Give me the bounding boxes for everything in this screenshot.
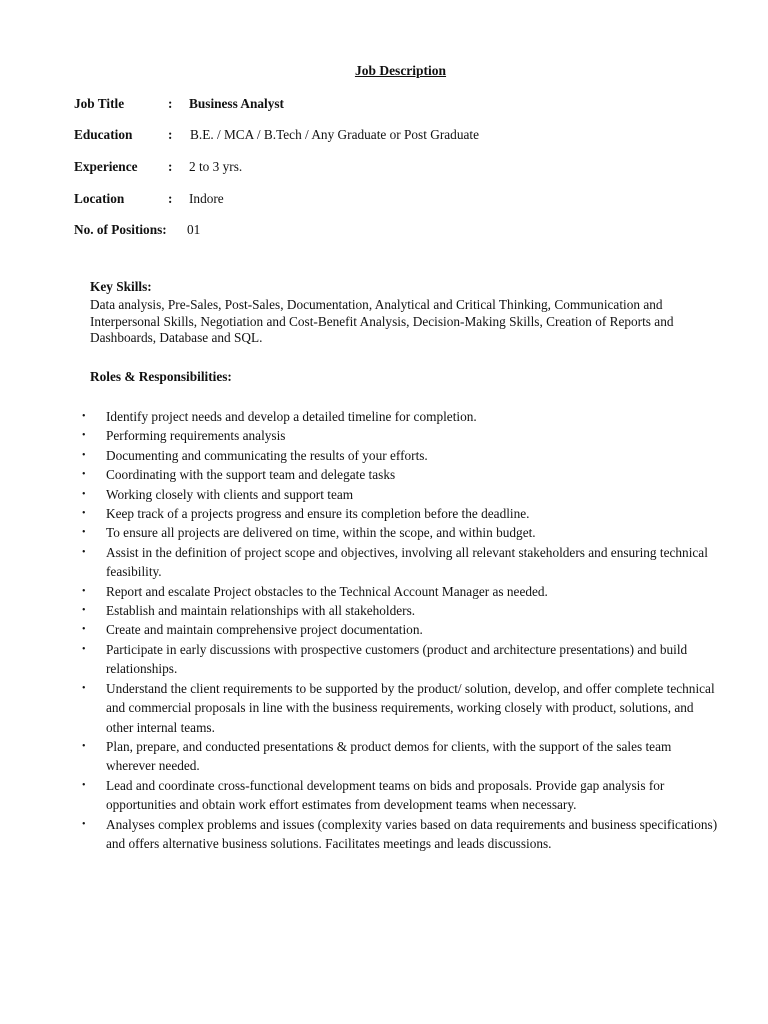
list-item-text: Documenting and communicating the results of your efforts. — [106, 447, 428, 463]
bullet-icon: • — [82, 643, 86, 655]
list-item — [0, 582, 768, 601]
field-value: Indore — [189, 191, 224, 206]
field-colon: : — [168, 191, 173, 206]
list-item — [0, 446, 768, 465]
field-label: Location — [74, 191, 125, 206]
list-item — [0, 504, 768, 523]
field-colon: : — [168, 127, 173, 142]
list-item-text: Establish and maintain relationships with all stakeholders. — [106, 603, 416, 619]
key-skills-text: Data analysis, Pre-Sales, Post-Sales, Documentation, Analytical and Critical Thinking, Communication and Interpersonal Skills, Negotiation and Cost-Benefit Analysis, Decision-Making Skills, Creation of Reports and Dashboards, Database and SQL. — [90, 297, 674, 345]
list-item — [0, 485, 768, 504]
list-item — [0, 426, 768, 445]
list-item — [0, 601, 768, 620]
bullet-icon: • — [82, 585, 86, 597]
list-item-text: To ensure all projects are delivered on time, within the scope, and within budget. — [106, 525, 536, 541]
list-item-text: Report and escalate Project obstacles to the Technical Account Manager as needed. — [106, 583, 548, 599]
bullet-icon: • — [82, 488, 86, 500]
list-item-text: Assist in the definition of project scope and objectives, involving all relevant stakeholders and ensuring technical feasibility. — [106, 544, 708, 580]
list-item-text: Lead and coordinate cross-functional development teams on bids and proposals. Provide gap analysis for opportunities and obtain work effort estimates from development teams when necessary. — [106, 777, 665, 813]
list-item — [0, 465, 768, 484]
bullet-icon: • — [82, 469, 86, 481]
field-value: 01 — [187, 222, 201, 237]
list-item — [0, 407, 768, 426]
field-value: B.E. / MCA / B.Tech / Any Graduate or Post Graduate — [190, 127, 479, 142]
bullet-icon: • — [82, 508, 86, 520]
field-label: Education — [74, 127, 133, 142]
field-label: Experience — [74, 159, 138, 174]
field-value: 2 to 3 yrs. — [189, 159, 243, 174]
list-item-text: Analyses complex problems and issues (complexity varies based on data requirements and business specifications) and offers alternative business solutions. Facilitates meetings and leads discussions. — [106, 816, 718, 851]
bullet-icon: • — [82, 411, 86, 422]
list-item-text: Participate in early discussions with prospective customers (product and architecture presentations) and build relationships. — [106, 641, 688, 677]
list-item-text: Create and maintain comprehensive project documentation. — [106, 622, 423, 638]
list-item-text: Identify project needs and develop a detailed timeline for completion. — [106, 409, 477, 424]
bullet-icon: • — [82, 546, 86, 558]
bullet-icon: • — [82, 740, 86, 752]
field-value: Business Analyst — [189, 96, 284, 111]
bullet-icon: • — [82, 818, 86, 830]
list-item — [0, 737, 768, 776]
list-item-text: Working closely with clients and support team — [106, 486, 354, 502]
field-label: Job Title — [74, 96, 125, 111]
bullet-icon: • — [82, 449, 86, 461]
list-item — [0, 815, 768, 854]
list-item-text: Performing requirements analysis — [106, 428, 286, 444]
field-label: No. of Positions: — [74, 222, 167, 237]
bullet-icon: • — [82, 430, 86, 442]
list-item — [0, 543, 768, 582]
list-item-text: Understand the client requirements to be supported by the product/ solution, develop, and offer complete technical and commercial proposals in line with the business requirements, working closely with product, solutions, and other internal teams. — [106, 680, 715, 735]
key-skills-heading: Key Skills: — [90, 279, 152, 294]
responsibilities-heading: Roles & Responsibilities: — [90, 369, 232, 384]
bullet-icon: • — [82, 779, 86, 791]
list-item — [0, 679, 768, 737]
list-item-text: Plan, prepare, and conducted presentations & product demos for clients, with the support of the sales team wherever needed. — [106, 738, 672, 774]
document-title: Job Description — [354, 63, 447, 78]
responsibilities-list — [0, 407, 768, 853]
list-item — [0, 776, 768, 815]
list-item — [0, 640, 768, 679]
list-item-text: Coordinating with the support team and delegate tasks — [106, 467, 396, 483]
field-colon: : — [168, 96, 173, 111]
field-colon: : — [168, 159, 173, 174]
list-item — [0, 523, 768, 542]
list-item-text: Keep track of a projects progress and ensure its completion before the deadline. — [106, 506, 530, 522]
bullet-icon: • — [82, 605, 86, 617]
bullet-icon: • — [82, 624, 86, 636]
list-item — [0, 620, 768, 639]
bullet-icon: • — [82, 527, 86, 539]
bullet-icon: • — [82, 682, 86, 694]
